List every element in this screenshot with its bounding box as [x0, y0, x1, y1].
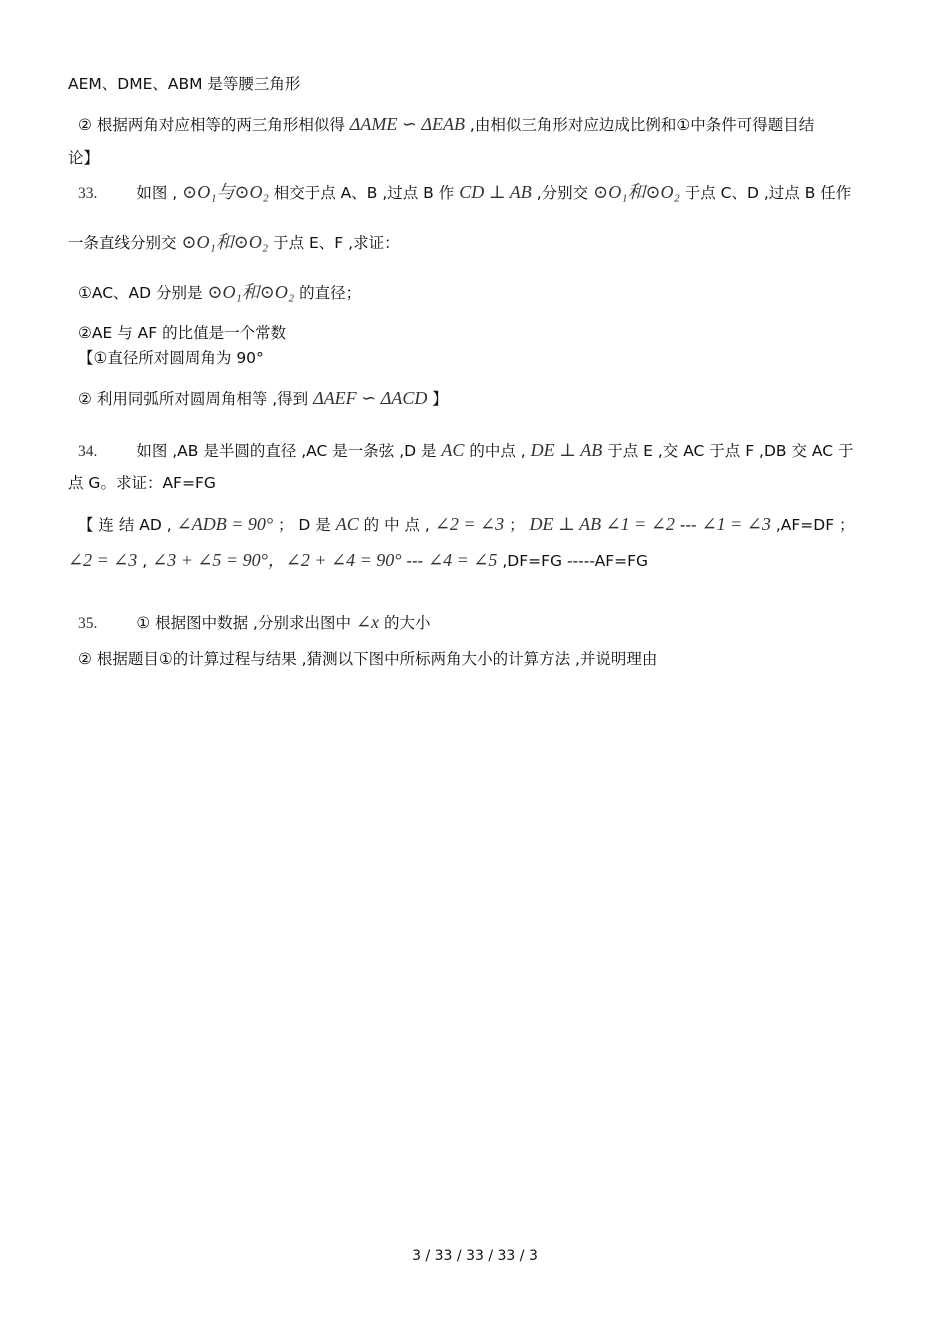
line-text: 的直径；: [299, 284, 362, 302]
text-line-11: [68, 472, 216, 494]
text-line-2: [78, 113, 814, 136]
page-footer: 3 / 33 / 33 / 33 / 3: [412, 1248, 538, 1264]
math-angle: ∠2 = ∠3: [434, 514, 505, 534]
text-line-7: [78, 322, 286, 344]
math-angle: ∠4 = ∠5: [428, 550, 498, 570]
question-33: [78, 181, 851, 205]
line-text: 于点 E、F ,求证：: [273, 234, 400, 252]
line-text: 】: [432, 390, 448, 408]
math-angle: ∠2 = ∠3: [68, 550, 138, 570]
line-text: 于点 E ,交 AC 于点 F ,DB 交 AC 于: [607, 442, 854, 460]
line-text: 的中点 ,: [469, 442, 526, 460]
line-text: ---: [679, 516, 702, 534]
line-text: ； D 是: [277, 516, 336, 534]
line-text: 于点 C、D ,过点 B 任作: [684, 184, 852, 202]
text-line-9: [78, 387, 448, 410]
line-text: 【①直径所对圆周角为 90°: [78, 349, 264, 367]
line-text: ,AF=DF ；: [775, 516, 855, 534]
math-similar-triangles: ΔAEF ∽ ΔACD: [313, 388, 428, 408]
line-text: ② 根据题目①的计算过程与结果 ,猜测以下图中所标两角大小的计算方法 ,并说明理由: [78, 650, 658, 668]
text-line-15: [78, 648, 657, 670]
line-text: ②AE 与 AF 的比值是一个常数: [78, 324, 287, 342]
line-text: ② 根据两角对应相等的两三角形相似得: [78, 116, 345, 134]
math-angle-sum: ∠3 + ∠5 = 90°，∠2 + ∠4 = 90°: [152, 550, 402, 570]
text-line-12: [78, 513, 855, 536]
math-arc: AC: [335, 514, 359, 534]
line-text: ,: [142, 552, 148, 570]
line-text: ①AC、AD 分别是: [78, 284, 203, 302]
line-text: 的 中 点 ,: [363, 516, 430, 534]
line-text: 【 连 结 AD ,: [78, 516, 172, 534]
text-line-3: [68, 147, 99, 169]
line-text: 如图 ,: [136, 184, 178, 202]
math-perpendicular: DE ⊥ AB: [530, 440, 603, 460]
math-circles: ⊙O₁和⊙O₂: [207, 282, 295, 302]
question-number: 35.: [78, 615, 98, 632]
line-text: ,由相似三角形对应边成比例和①中条件可得题目结: [469, 116, 815, 134]
line-text: ---: [406, 552, 424, 570]
math-circles: ⊙O₁与⊙O₂: [182, 182, 269, 202]
math-perpendicular: DE ⊥ AB ∠1 = ∠2: [529, 514, 675, 534]
line-text: ；: [509, 516, 525, 534]
line-text: 如图 ,AB 是半圆的直径 ,AC 是一条弦 ,D 是: [136, 442, 437, 460]
math-perpendicular: CD ⊥ AB: [459, 182, 532, 202]
text-line-13: [68, 549, 648, 572]
question-34: [78, 439, 854, 463]
text-line-8: [78, 347, 264, 369]
math-circles: ⊙O₁和⊙O₂: [181, 232, 269, 252]
line-text: 相交于点 A、B ,过点 B 作: [273, 184, 455, 202]
text-line-5: [68, 231, 400, 254]
line-text: ,分别交: [536, 184, 589, 202]
line-text: ,DF=FG -----AF=FG: [502, 552, 649, 570]
question-35: [78, 611, 430, 635]
text-line-1: [68, 73, 300, 95]
line-text: 点 G。求证：AF=FG: [68, 474, 216, 492]
line-text: 的大小: [383, 614, 431, 632]
line-text: 论】: [68, 149, 100, 167]
math-angle: ∠x: [355, 612, 380, 632]
question-number: 33.: [78, 185, 98, 202]
math-angle: ∠1 = ∠3: [701, 514, 771, 534]
math-arc: AC: [441, 440, 465, 460]
math-similar-triangles: ΔAME ∽ ΔEAB: [349, 114, 465, 134]
line-text: ② 利用同弧所对圆周角相等 ,得到: [78, 390, 309, 408]
line-text: ① 根据图中数据 ,分别求出图中: [136, 614, 351, 632]
line-text: 一条直线分别交: [68, 234, 177, 252]
text-line-6: [78, 281, 361, 304]
math-angle: ∠ADB = 90°: [176, 514, 274, 534]
question-number: 34.: [78, 443, 98, 460]
line-text: AEM、DME、ABM 是等腰三角形: [68, 75, 301, 93]
math-circles: ⊙O₁和⊙O₂: [593, 182, 680, 202]
